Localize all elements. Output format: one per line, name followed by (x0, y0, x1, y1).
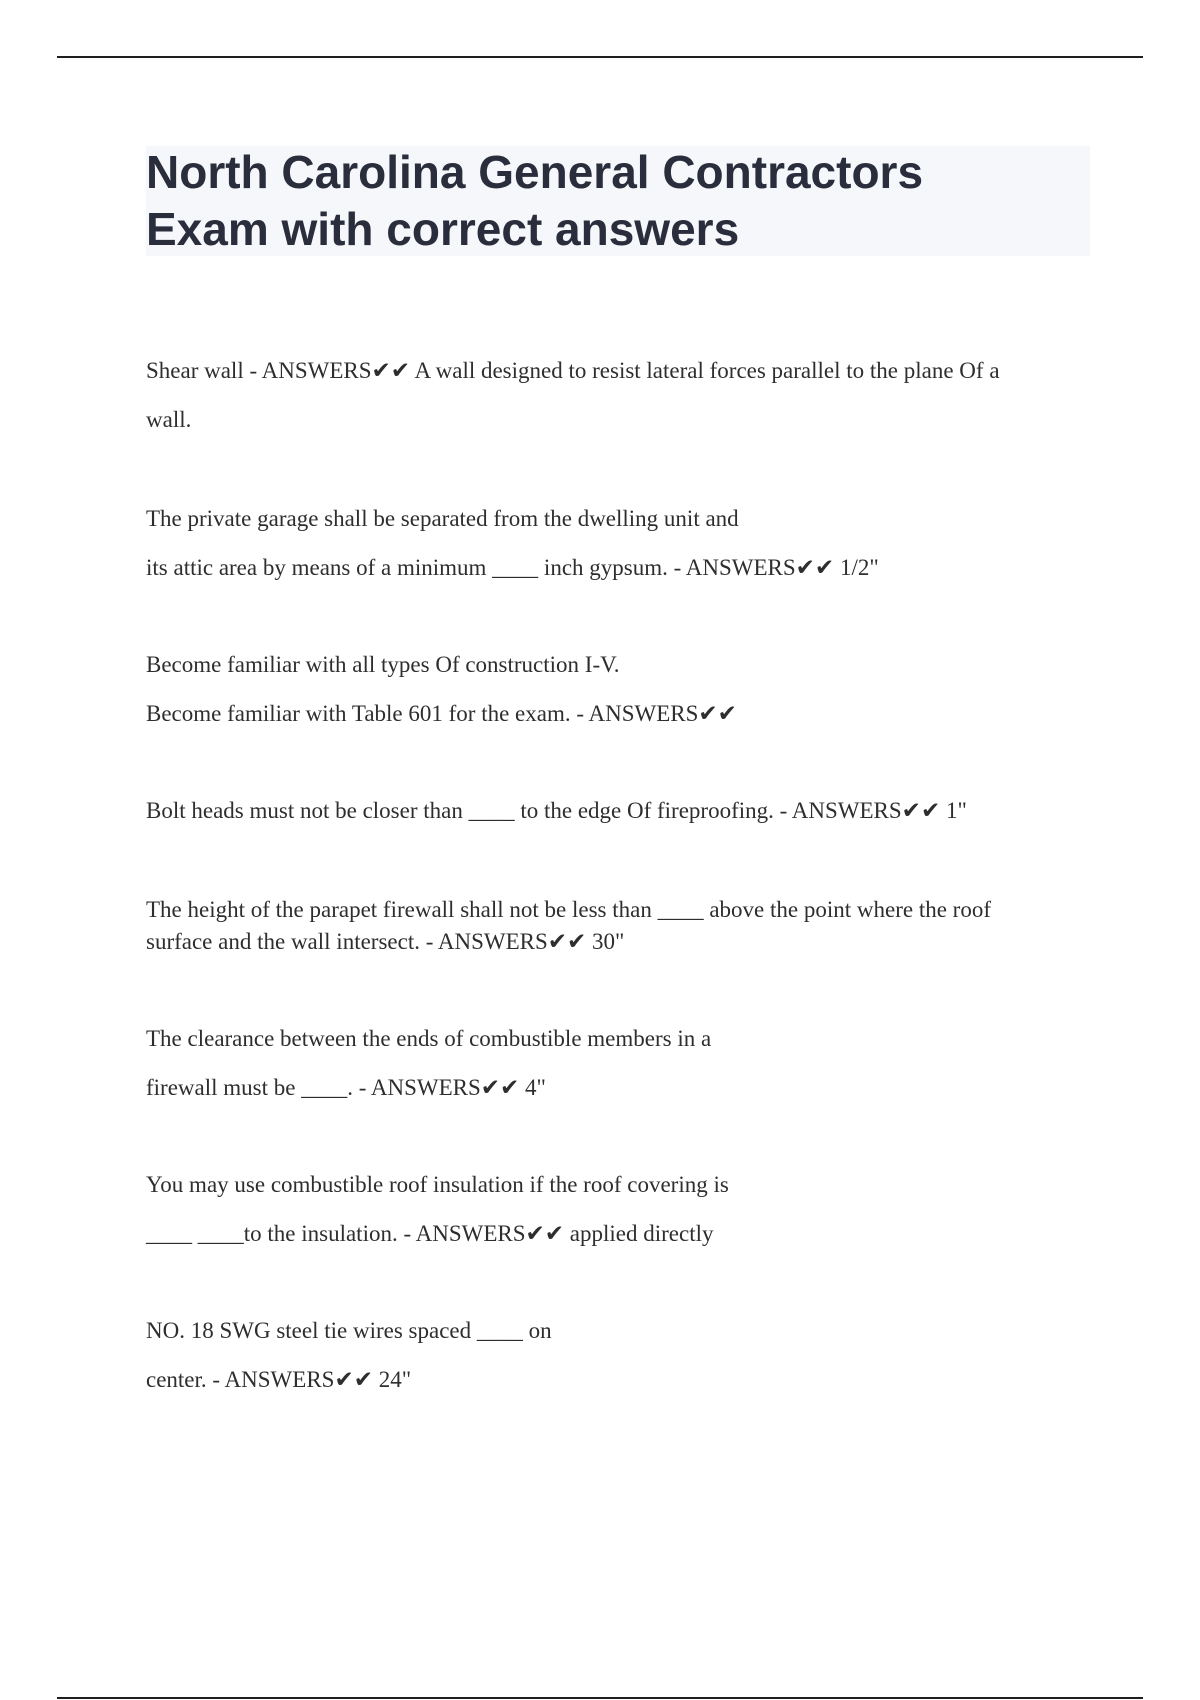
qa-line: surface and the wall intersect. - ANSWERS✔✔ 30" (146, 929, 625, 954)
qa-line: You may use combustible roof insulation if the roof covering is (146, 1172, 729, 1197)
qa-item (146, 640, 1086, 738)
qa-line: its attic area by means of a minimum ____ inch gypsum. - ANSWERS✔✔ 1/2" (146, 555, 879, 580)
qa-line: wall. (146, 407, 192, 432)
title-line-1: North Carolina General Contractors (146, 146, 924, 198)
qa-item (146, 494, 1086, 592)
qa-line: Become familiar with Table 601 for the exam. - ANSWERS✔✔ (146, 701, 737, 726)
qa-line: Become familiar with all types Of construction I-V. (146, 652, 620, 677)
qa-line: The private garage shall be separated from the dwelling unit and (146, 506, 739, 531)
qa-item (146, 894, 1086, 958)
qa-line: ____ ____to the insulation. - ANSWERS✔✔ applied directly (146, 1221, 714, 1246)
top-rule (57, 56, 1143, 58)
document-title (146, 144, 1090, 258)
qa-item (146, 786, 1086, 835)
qa-line: center. - ANSWERS✔✔ 24" (146, 1367, 412, 1392)
qa-line: Shear wall - ANSWERS✔✔ A wall designed to resist lateral forces parallel to the plane Of a (146, 358, 1000, 383)
qa-item (146, 1014, 1086, 1112)
qa-line: The clearance between the ends of combustible members in a (146, 1026, 712, 1051)
qa-line: Bolt heads must not be closer than ____ to the edge Of fireproofing. - ANSWERS✔✔ 1" (146, 798, 967, 823)
qa-item (146, 346, 1086, 444)
qa-line: firewall must be ____. - ANSWERS✔✔ 4" (146, 1075, 546, 1100)
qa-item (146, 1306, 1086, 1404)
bottom-rule (57, 1697, 1143, 1699)
qa-line: NO. 18 SWG steel tie wires spaced ____ on (146, 1318, 552, 1343)
title-line-2: Exam with correct answers (146, 203, 740, 255)
qa-line: The height of the parapet firewall shall not be less than ____ above the point where the roof (146, 897, 991, 922)
qa-item (146, 1160, 1086, 1258)
